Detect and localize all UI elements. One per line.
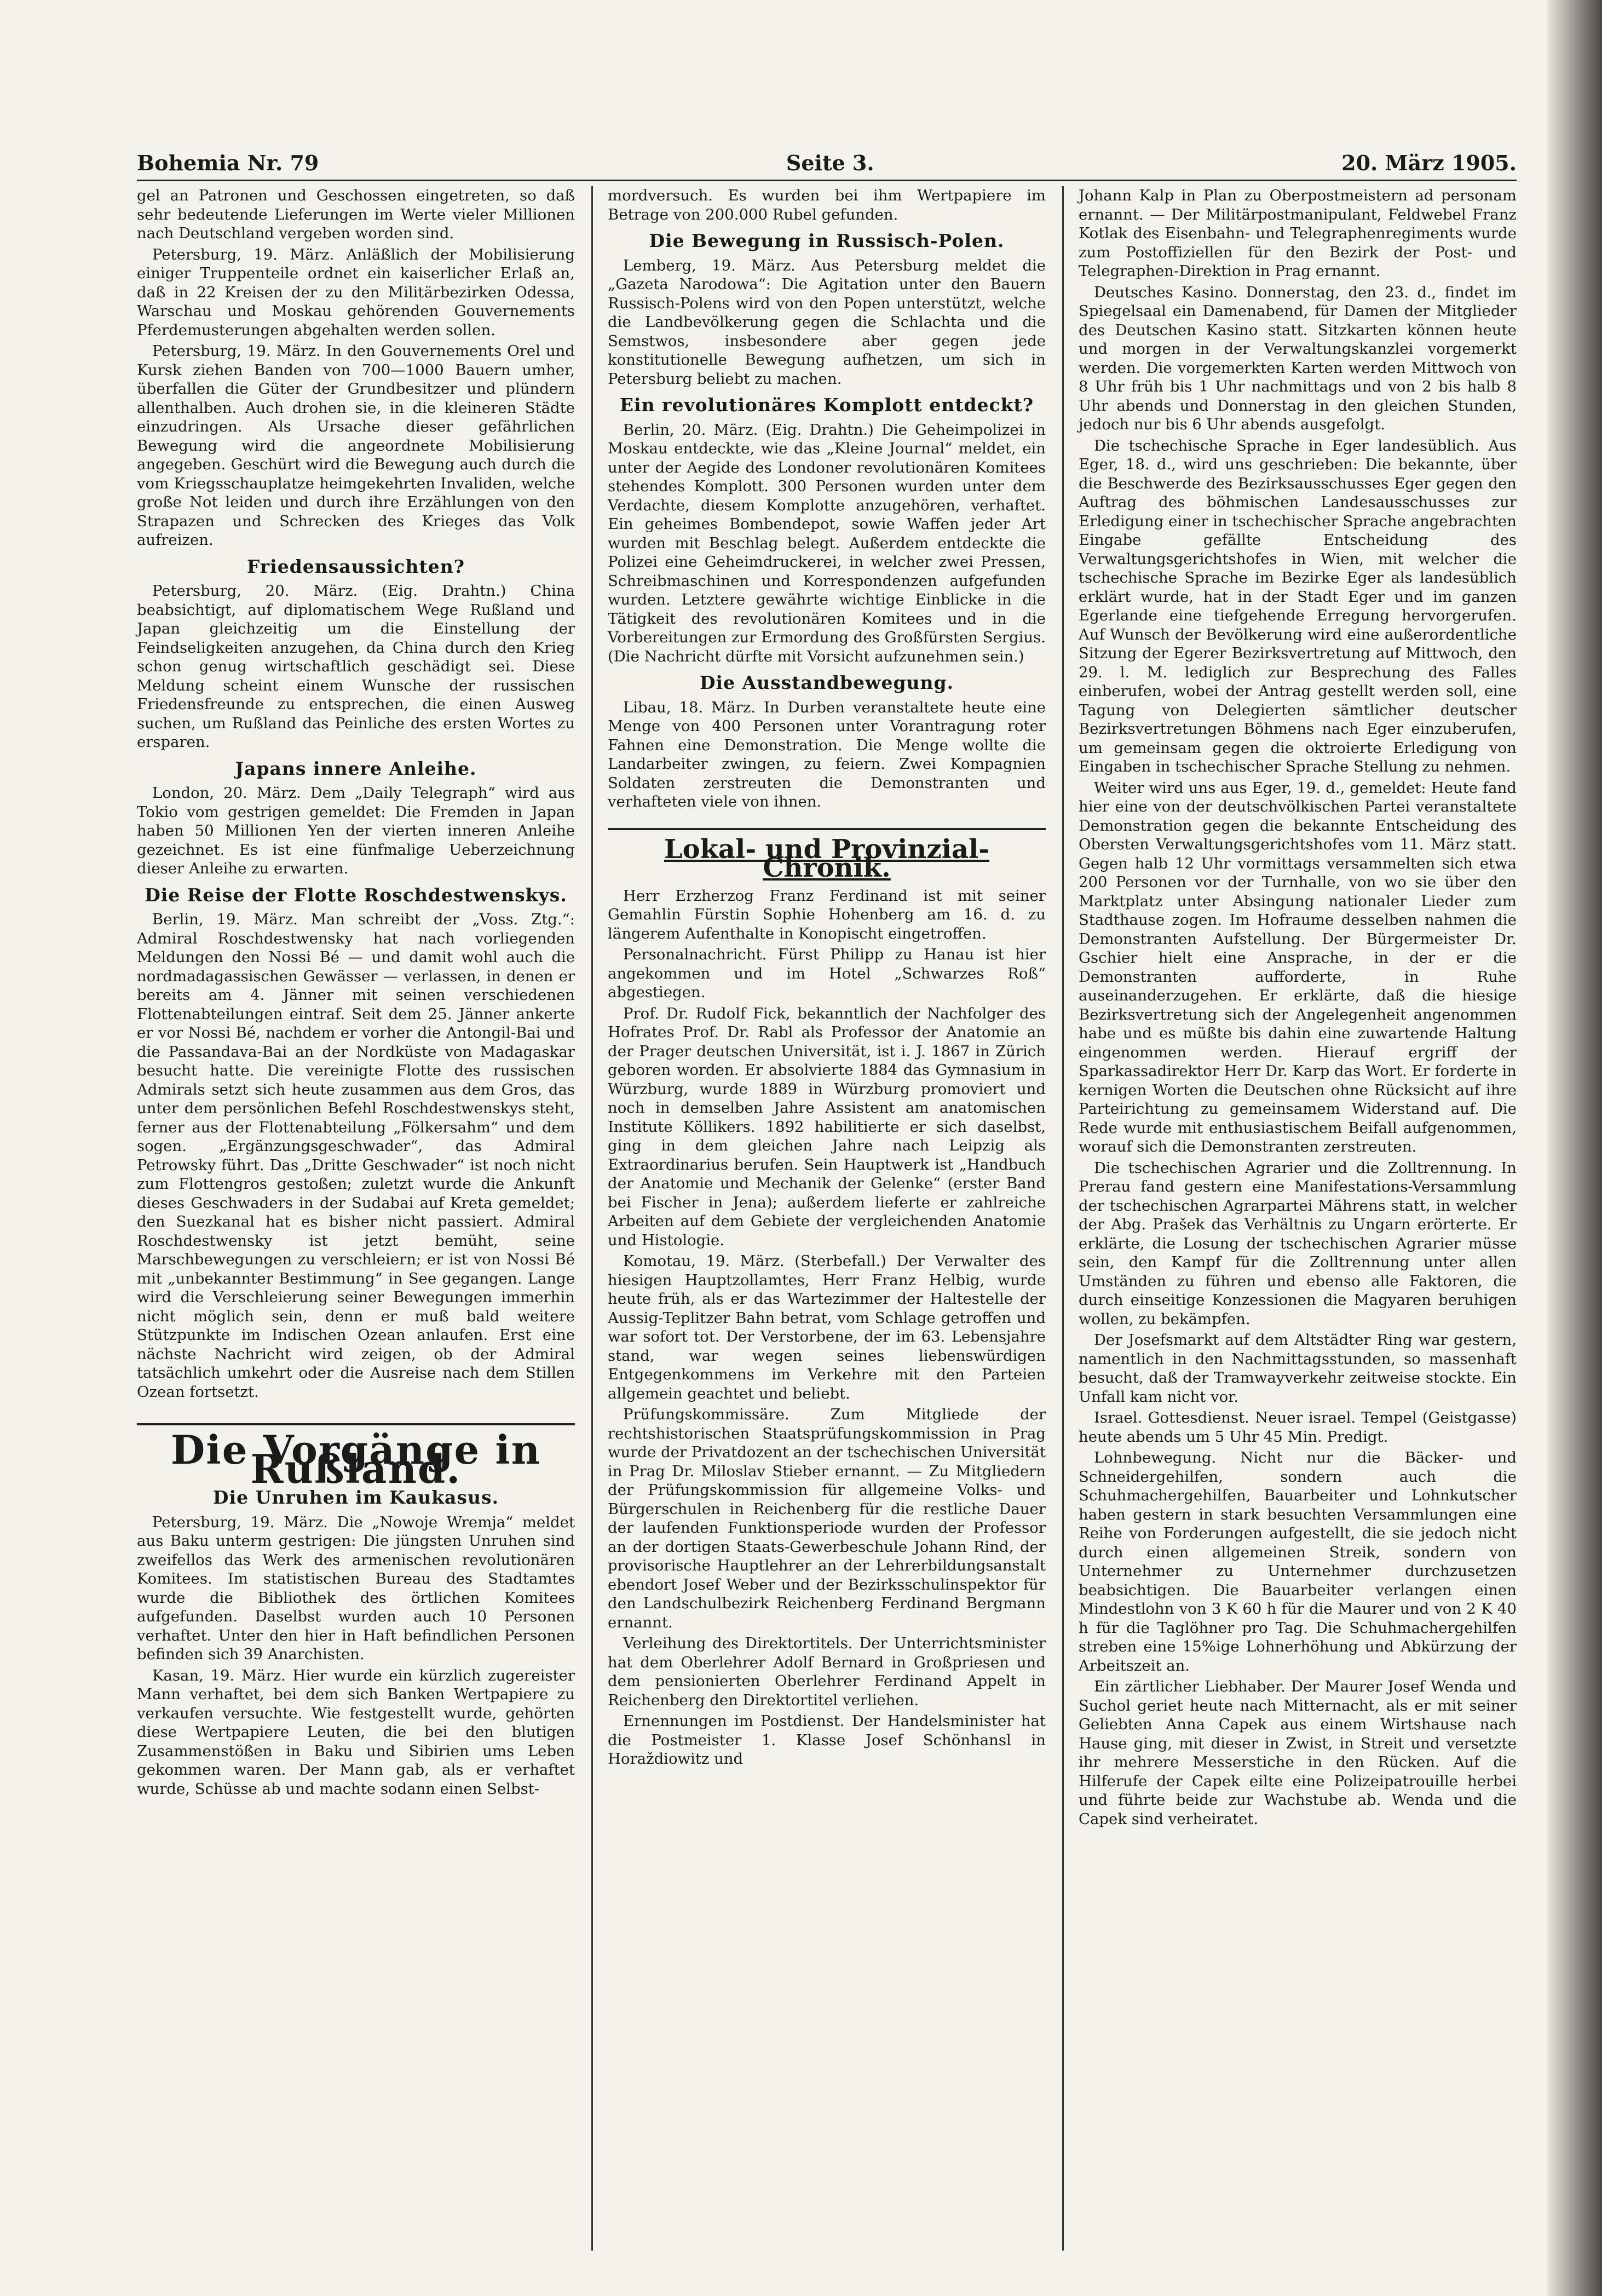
column-1 [137,186,575,1800]
article-heading: Japans innere Anleihe. [235,757,477,779]
header-page-number: Seite 3. [786,151,874,175]
article-paragraph: Berlin, 19. März. Man schreibt der „Voss. Ztg.“: Admiral Roschdestwensky hat nach vorliegenden Meldungen den Nossi Bé — und damit wohl auch die nordmadagassischen Gewässer — verlassen, in denen er bereits am 4. Jänner mit seinen verschiedenen Flottenabteilungen eintraf. Seit dem 25. Jänner ankerte er vor Nossi Bé, nachdem er vorher die Antongil-Bai und die Passandava-Bai an der Nordküste von Madagaskar besucht hatte. Die vereinigte Flotte des russischen Admirals setzt sich heute zusammen aus dem Gros, das unter dem persönlichen Befehl Roschdestwenskys steht, ferner aus der Flottenabteilung „Fölkersahm“ und dem sogen. „Ergänzungsgeschwader“, das Admiral Petrowsky führt. Das „Dritte Geschwader“ ist noch nicht zum Flottengros gestoßen; zuletzt wurde die Ankunft dieses Geschwaders in der Sudabai auf Kreta gemeldet; den Suezkanal hat es bisher nicht passiert. Admiral Roschdestwensky ist jetzt bemüht, seine Marschbewegungen zu verschleiern; er ist von Nossi Bé mit „unbekannter Bestimmung“ in See gegangen. Lange wird die Verschleierung seiner Bewegungen immerhin nicht möglich sein, denn er muß bald weitere Stützpunkte im Indischen Ozean anlaufen. Erst eine nächste Nachricht wird zeigen, ob der Admiral tatsächlich umkehrt oder die Ausreise nach dem Stillen Ozean fortsetzt. [137,911,575,1401]
news-item: Verleihung des Direktortitels. Der Unterrichtsminister hat dem Oberlehrer Adolf Bernard in Großpriesen und dem pensionierten Oberlehrer Ferdinand Appelt in Reichenberg den Direktortitel verliehen. [608,1635,1046,1709]
news-item: Ernennungen im Postdienst. Der Handelsminister hat die Postmeister 1. Klasse Josef Schönhansl in Horaždiowitz und [608,1712,1046,1768]
article-paragraph: London, 20. März. Dem „Daily Telegraph“ wird aus Tokio vom gestrigen gemeldet: Die Fremden in Japan haben 50 Millionen Yen der vierten inneren Anleihe gezeichnet. Es ist eine fünfmalige Ueberzeichnung dieser Anleihe zu erwarten. [137,784,575,877]
page-header [137,131,1517,181]
article-heading: Friedensaussichten? [246,555,465,577]
article-heading: Die Ausstandbewegung. [699,672,954,693]
article-paragraph: Libau, 18. März. In Durben veranstaltete heute eine Menge von 400 Personen unter Vorantragung roter Fahnen eine Demonstration. Die Menge wollte die Landarbeiter zwingen, zu feiern. Zwei Kompagnien Soldaten zerstreuten die Demonstranten und verhafteten viele von ihnen. [608,698,1046,810]
news-item: Weiter wird uns aus Eger, 19. d., gemeldet: Heute fand hier eine von der deutschvölkischen Partei veranstaltete Demonstration gegen die bekannte Entscheidung des Obersten Verwaltungsgerichtshofes vom 11. März statt. Gegen halb 12 Uhr vormittags versammelten sich etwa 200 Personen vor der Turnhalle, von wo sie über den Marktplatz unter Absingung nationaler Lieder zum Stadthause zogen. Im Hofraume desselben nahmen die Demonstranten Aufstellung. Der Bürgermeister Dr. Gschier hielt eine Ansprache, in der er die Demonstranten aufforderte, in Ruhe auseinanderzugehen. Er erklärte, daß die hiesige Bezirksvertretung sich der Angelegenheit angenommen habe und es müßte bis dahin eine zuwartende Haltung eingenommen werden. Hierauf ergriff der Sparkassadirektor Herr Dr. Karp das Wort. Er forderte in kernigen Worten die Deutschen ohne Rücksicht auf ihre Parteirichtung zu gemeinsamem Widerstand auf. Die Rede wurde mit enthusiastischem Beifall aufgenommen, worauf sich die Demonstranten zerstreuten. [1079,779,1517,1155]
article-paragraph: Petersburg, 19. März. Anläßlich der Mobilisierung einiger Truppenteile ordnet ein kaiserlicher Erlaß an, daß in 22 Kreisen der zu den Militärbezirken Odessa, Warschau und Moskau gehörenden Gouvernements Pferdemusterungen abgehalten werden sollen. [137,245,575,339]
newspaper-page [137,131,1517,2256]
news-item: Israel. Gottesdienst. Neuer israel. Tempel (Geistgasse) heute abends um 5 Uhr 45 Min. Predigt. [1079,1409,1517,1446]
news-item: Prüfungskommissäre. Zum Mitgliede der rechtshistorischen Staatsprüfungskommission in Prag wurde der Privatdozent an der tschechischen Universität in Prag Dr. Miloslav Stieber ernannt. — Zu Mitgliedern der Prüfungskommission für allgemeine Volks- und Bürgerschulen in Reichenberg für die restliche Dauer der laufenden Funktionsperiode wurden der Professor an der dortigen Staats-Gewerbeschule Johann Rind, der provisorische Hauptlehrer an der Lehrerbildungsanstalt ebendort Josef Weber und der Bezirksschulinspektor für den Landschulbezirk Reichenberg Ferdinand Bergmann ernannt. [608,1406,1046,1631]
news-item: Johann Kalp in Plan zu Oberpostmeistern ad personam ernannt. — Der Militärpostmanipulant, Feldwebel Franz Kotlak des Eisenbahn- und Telegraphenregiments wurde zum Postoffiziellen für den Bezirk der Post- und Telegraphen-Direktion in Prag ernannt. [1079,187,1517,280]
article-paragraph: Petersburg, 19. März. Die „Nowoje Wremja“ meldet aus Baku unterm gestrigen: Die jüngsten Unruhen sind zweifellos das Werk des armenischen revolutionären Komitees. Im statistischen Bureau des Stadtamtes wurde die Bibliothek des örtlichen Komitees aufgefunden. Daselbst wurden auch 10 Personen verhaftet. Unter den hier in Haft befindlichen Personen befinden sich 39 Anarchisten. [137,1513,575,1663]
column-3 [1079,186,1517,1831]
article-heading: Ein revolutionäres Komplott entdeckt? [619,394,1034,416]
news-item: Ein zärtlicher Liebhaber. Der Maurer Josef Wenda und Suchol geriet heute nach Mitternacht, als er mit seiner Geliebten Anna Capek aus einem Wirtshause nach Hause ging, mit dieser in Zwist, in Streit und versetzte ihr mehrere Messerstiche in den Rücken. Auf die Hilferufe der Capek eilte eine Polizeipatrouille herbei und führte beide zur Wachstube ab. Wenda und die Capek sind verheiratet. [1079,1678,1517,1828]
column-2 [608,186,1046,1771]
news-item: Lohnbewegung. Nicht nur die Bäcker- und Schneidergehilfen, sondern auch die Schuhmachergehilfen, Bauarbeiter und Lohnkutscher haben gestern in stark besuchten Versammlungen eine Reihe von Forderungen aufgestellt, die sie jedoch nicht durch einen allgemeinen Streik, sondern von Unternehmer zu Unternehmer durchzusetzen beabsichtigen. Die Bauarbeiter verlangen einen Mindestlohn von 3 K 60 h für die Maurer und von 2 K 40 h für die Taglöhner pro Tag. Die Schuhmachergehilfen streben eine 15%ige Lohnerhöhung und Abkürzung der Arbeitszeit an. [1079,1449,1517,1674]
article-paragraph: mordversuch. Es wurden bei ihm Wertpapiere im Betrage von 200.000 Rubel gefunden. [608,187,1046,223]
article-heading: Die Reise der Flotte Roschdestwenskys. [145,884,567,906]
news-item: Personalnachricht. Fürst Philipp zu Hanau ist hier angekommen und im Hotel „Schwarzes Roß“ abgestiegen. [608,946,1046,1001]
column-rule-2 [1062,186,1064,2251]
news-item: Die tschechischen Agrarier und die Zolltrennung. In Prerau fand gestern eine Manifestations-Versammlung der tschechischen Agrarpartei Mährens statt, in welcher der Abg. Prašek das Verhältnis zu Ungarn erörterte. Er erklärte, die Losung der tschechischen Agrarier müsse sein, den Kampf für die Zolltrennung unter allen Umständen zu führen und ebenso alle Faktoren, die durch einseitige Konzessionen die Magyaren beruhigen wollen, zu bekämpfen. [1079,1159,1517,1328]
column-rule-1 [591,186,593,2251]
news-item: Herr Erzherzog Franz Ferdinand ist mit seiner Gemahlin Fürstin Sophie Hohenberg am 16. d. zu längerem Aufenthalte in Konopischt eingetroffen. [608,887,1046,942]
article-paragraph: Berlin, 20. März. (Eig. Drahtn.) Die Geheimpolizei in Moskau entdeckte, wie das „Kleine Journal“ meldet, ein unter der Aegide des Londoner revolutionären Komitees stehendes Komplott. 300 Personen wurden unter dem Verdachte, diesem Komplotte anzugehören, verhaftet. Ein geheimes Bombendepot, sowie Waffen jeder Art wurden mit Beschlag belegt. Außerdem entdeckte die Polizei eine Geheimdruckerei, in welcher zwei Pressen, Schreibmaschinen und Korrespondenzen aufgefunden wurden. Letztere gewährte wichtige Einblicke in die Tätigkeit des revolutionären Komitees und in die Vorbereitungen zur Ermordung des Großfürsten Sergius. (Die Nachricht dürfte mit Vorsicht aufzunehmen sein.) [608,421,1046,665]
article-heading: Die Unruhen im Kaukasus. [212,1487,499,1508]
news-item: Komotau, 19. März. (Sterbefall.) Der Verwalter des hiesigen Hauptzollamtes, Herr Franz Helbig, wurde heute früh, als er das Wartezimmer der Haltestelle der Aussig-Teplitzer Bahn betrat, vom Schlage getroffen und war sofort tot. Der Verstorbene, der im 63. Lebensjahre stand, war wegen seines liebenswürdigen Entgegenkommens im Verkehre mit den Parteien allgemein geachtet und beliebt. [608,1252,1046,1402]
article-paragraph: Kasan, 19. März. Hier wurde ein kürzlich zugereister Mann verhaftet, bei dem sich Banken Wertpapiere zu verkaufen versuchte. Wie festgestellt wurde, gehörten diese Wertpapiere Leuten, die bei den blutigen Zusammenstößen in Baku und Sibirien ums Leben gekommen waren. Der Mann gab, als er verhaftet wurde, Schüsse ab und machte sodann einen Selbst- [137,1666,575,1798]
article-paragraph: Petersburg, 19. März. In den Gouvernements Orel und Kursk ziehen Banden von 700—1000 Bauern umher, überfallen die Güter der Grundbesitzer und plündern allenthalben. Auch drohen sie, in die kleineren Städte einzudringen. Als Ursache dieser gefährlichen Bewegung wird die angeordnete Mobilisierung angegeben. Geschürt wird die Bewegung auch durch die vom Kriegsschauplatze heimgekehrten Invaliden, welche große Not leiden und durch ihre Erzählungen von den Strapazen und Schrecken des Krieges das Volk aufreizen. [137,342,575,549]
section-headline: Lokal- und Provinzial-Chronik. [608,828,1046,878]
article-paragraph: Lemberg, 19. März. Aus Petersburg meldet die „Gazeta Narodowa“: Die Agitation unter den Bauern Russisch-Polens wird von den Popen unterstützt, welche die Landbevölkerung gegen die Schlachta und die Semstwos, insbesondere aber gegen jede konstitutionelle Bewegung aufhetzen, um sich in Petersburg beliebt zu machen. [608,256,1046,388]
header-masthead: Bohemia Nr. 79 [137,151,319,175]
page-edge-shadow [1547,0,1602,2296]
section-headline: Die Vorgänge in Rußland. [137,1423,575,1478]
news-item: Die tschechische Sprache in Eger landesüblich. Aus Eger, 18. d., wird uns geschrieben: Die bekannte, über die Beschwerde des Bezirksausschusses Eger gegen den Auftrag des böhmischen Landesausschusses zur Erledigung einer in tschechischer Sprache angebrachten Eingabe gefällte Entscheidung des Verwaltungsgerichtshofes in Wien, mit welcher die tschechische Sprache im Bezirke Eger als landesüblich erklärt wurde, hat in der Stadt Eger und im ganzen Egerlande eine tiefgehende Erregung hervorgerufen. Auf Wunsch der Bevölkerung wird eine außerordentliche Sitzung der Egerer Bezirksvertretung auf Mittwoch, den 29. l. M. lediglich zur Besprechung des Falles einberufen, wobei der Antrag gestellt werden soll, eine Tagung von Delegierten sämtlicher deutscher Bezirksvertretungen Böhmens nach Eger einzuberufen, um gemeinsam gegen die oktroierte Erledigung von Eingaben in tschechischer Sprache Stellung zu nehmen. [1079,436,1517,775]
article-paragraph: gel an Patronen und Geschossen eingetreten, so daß sehr bedeutende Lieferungen im Werte vieler Millionen nach Deutschland vergeben worden sind. [137,187,575,242]
header-date: 20. März 1905. [1341,151,1517,175]
news-item: Der Josefsmarkt auf dem Altstädter Ring war gestern, namentlich in den Nachmittagsstunden, so massenhaft besucht, daß der Tramwayverkehr zeitweise stockte. Ein Unfall kam nicht vor. [1079,1331,1517,1406]
news-item: Prof. Dr. Rudolf Fick, bekanntlich der Nachfolger des Hofrates Prof. Dr. Rabl als Professor der Anatomie an der Prager deutschen Universität, ist i. J. 1867 in Zürich geboren worden. Er absolvierte 1884 das Gymnasium in Würzburg, wurde 1889 in Würzburg promoviert und noch in demselben Jahre Assistent am anatomischen Institute Köllikers. 1892 habilitierte er sich daselbst, ging in dem gleichen Jahre nach Leipzig als Extraordinarius berufen. Sein Hauptwerk ist „Handbuch der Anatomie und Mechanik der Gelenke“ (erster Band bei Fischer in Jena); außerdem lieferte er zahlreiche Arbeiten auf dem Gebiete der vergleichenden Anatomie und Histologie. [608,1004,1046,1249]
news-item: Deutsches Kasino. Donnerstag, den 23. d., findet im Spiegelsaal ein Damenabend, für Damen der Mitglieder des Deutschen Kasino statt. Sitzkarten können heute und morgen in der Verwaltungskanzlei vorgemerkt werden. Die vorgemerkten Karten werden Mittwoch von 8 Uhr früh bis 1 Uhr nachmittags und von 2 bis halb 8 Uhr abends und Donnerstag in den gleichen Stunden, jedoch nur bis 6 Uhr abends ausgefolgt. [1079,283,1517,433]
article-paragraph: Petersburg, 20. März. (Eig. Drahtn.) China beabsichtigt, auf diplomatischem Wege Rußland und Japan gleichzeitig um die Einstellung der Feindseligkeiten anzugehen, da China durch den Krieg schon genug wirtschaftlich geschädigt sei. Diese Meldung scheint einem Wunsche der russischen Friedensfreunde zu entsprechen, die einen Ausweg suchen, um Rußland das Peinliche des ersten Wortes zu ersparen. [137,582,575,751]
article-heading: Die Bewegung in Russisch-Polen. [649,230,1005,251]
